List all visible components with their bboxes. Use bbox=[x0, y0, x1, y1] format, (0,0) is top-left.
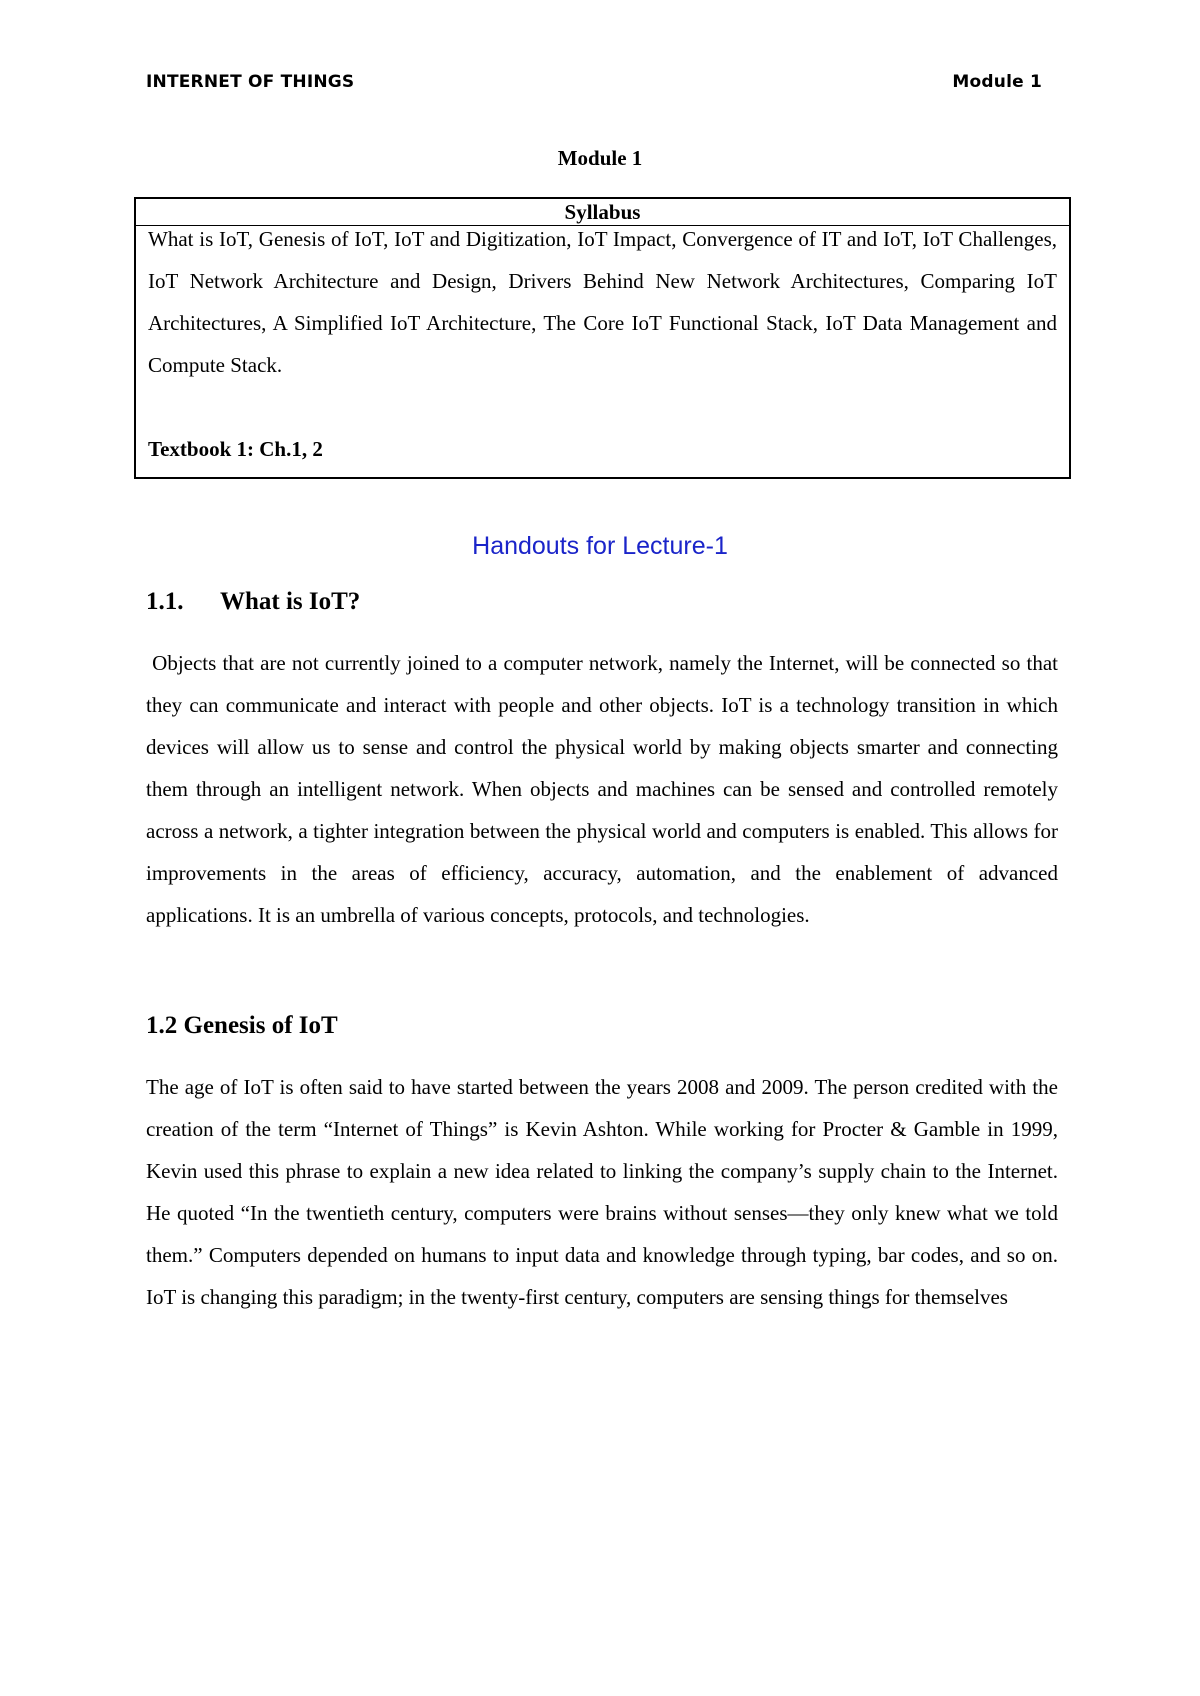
section-heading-what-is-iot bbox=[146, 588, 360, 616]
section-paragraph-genesis-of-iot: The age of IoT is often said to have started between the years 2008 and 2009. The person credited with the creation of the term “Internet of Things” is Kevin Ashton. While working for Procter & Gamble in 1999, Kevin used this phrase to explain a new idea related to linking the company’s supply chain to the Internet. He quoted “In the twentieth century, computers were brains without senses—they only knew what we told them.” Computers depended on humans to input data and knowledge through typing, bar codes, and so on. IoT is changing this paradigm; in the twenty-first century, computers are sensing things for themselves bbox=[146, 1075, 1058, 1309]
syllabus-textbook-reference: Textbook 1: Ch.1, 2 bbox=[148, 437, 323, 461]
section-paragraph-what-is-iot: Objects that are not currently joined to a computer network, namely the Internet, will be connected so that they can communicate and interact with people and other objects. IoT is a technology transition in which devices will allow us to sense and control the physical world by making objects smarter and connecting them through an intelligent network. When objects and machines can be sensed and controlled remotely across a network, a tighter integration between the physical world and computers is enabled. This allows for improvements in the areas of efficiency, accuracy, automation, and the enablement of advanced applications. It is an umbrella of various concepts, protocols, and technologies. bbox=[146, 651, 1064, 927]
syllabus-topics: What is IoT, Genesis of IoT, IoT and Digitization, IoT Impact, Convergence of IT and IoT, IoT Challenges, IoT Network Architecture and Design, Drivers Behind New Network Architectures, Comparing IoT Architectures, A Simplified IoT Architecture, The Core IoT Functional Stack, IoT Data Management and Compute Stack. bbox=[148, 227, 1057, 377]
handouts-title: Handouts for Lecture-1 bbox=[472, 532, 728, 560]
running-header bbox=[146, 72, 1042, 92]
module-title: Module 1 bbox=[557, 146, 643, 170]
syllabus-box bbox=[134, 197, 1071, 479]
header-course-title: INTERNET OF THINGS bbox=[146, 72, 355, 92]
syllabus-heading: Syllabus bbox=[136, 199, 1069, 226]
section-number: 1.1. bbox=[146, 588, 184, 615]
section-number: 1.2 bbox=[146, 1012, 178, 1039]
section-title: Genesis of IoT bbox=[183, 1012, 338, 1039]
section-heading-genesis-of-iot bbox=[146, 1012, 338, 1040]
header-module-label: Module 1 bbox=[952, 72, 1042, 92]
section-title: What is IoT? bbox=[220, 588, 361, 615]
